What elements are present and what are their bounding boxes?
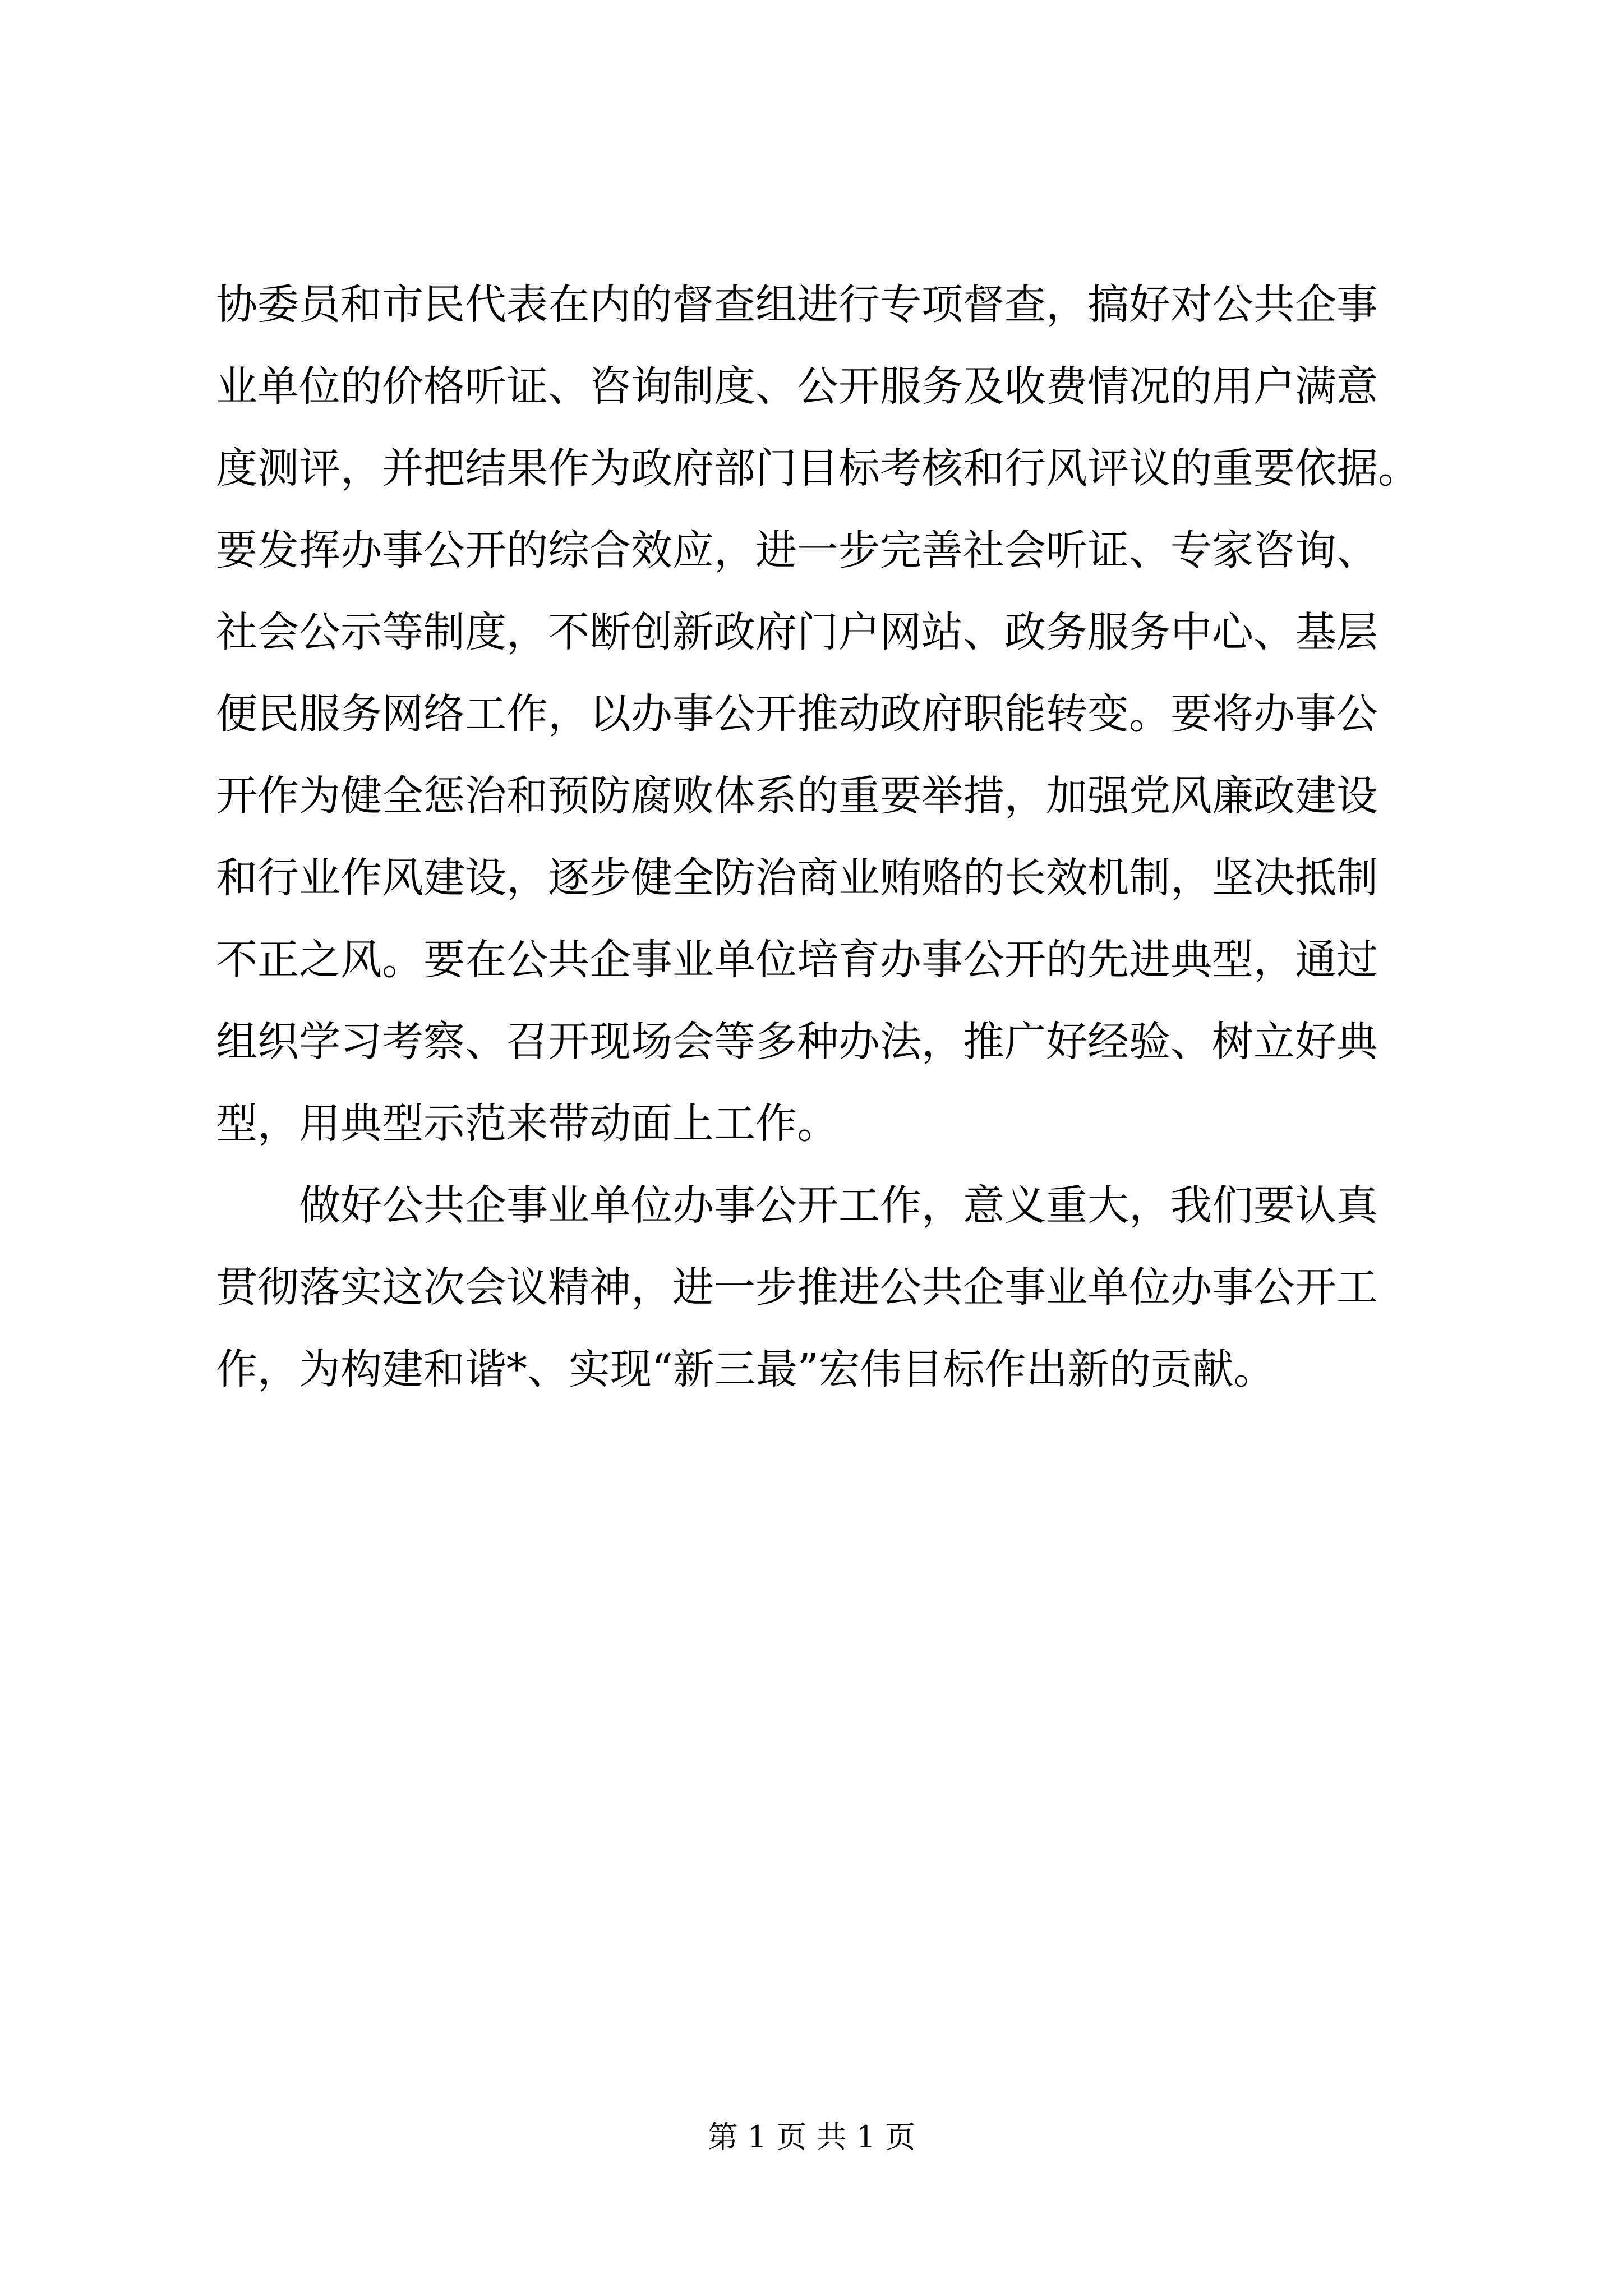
document-body — [216, 264, 1438, 1410]
paragraph-2 — [216, 1165, 1438, 1410]
text-line: 开作为健全惩治和预防腐败体系的重要举措，加强党风廉政建设 — [216, 772, 1378, 820]
text-line: 协委员和市民代表在内的督查组进行专项督查，搞好对公共企事 — [216, 280, 1378, 329]
text-line: 做好公共企事业单位办事公开工作，意义重大，我们要认真 — [299, 1181, 1378, 1230]
text-line: 作，为构建和谐*、实现“新三最”宏伟目标作出新的贡献。 — [216, 1345, 1275, 1393]
text-line: 组织学习考察、召开现场会等多种办法，推广好经验、树立好典 — [216, 1018, 1378, 1066]
page-footer: 第 1 页 共 1 页 — [707, 2119, 916, 2155]
paragraph-1 — [216, 264, 1438, 1165]
text-line: 和行业作风建设，逐步健全防治商业贿赂的长效机制，坚决抵制 — [216, 854, 1378, 902]
text-line: 社会公示等制度，不断创新政府门户网站、政务服务中心、基层 — [216, 608, 1378, 656]
text-line: 便民服务网络工作，以办事公开推动政府职能转变。要将办事公 — [216, 690, 1378, 738]
text-line: 业单位的价格听证、咨询制度、公开服务及收费情况的用户满意 — [216, 362, 1378, 411]
text-line: 要发挥办事公开的综合效应，进一步完善社会听证、专家咨询、 — [216, 526, 1378, 574]
text-line: 贯彻落实这次会议精神，进一步推进公共企事业单位办事公开工 — [216, 1263, 1378, 1312]
text-line: 型，用典型示范来带动面上工作。 — [216, 1099, 838, 1148]
text-line: 不正之风。要在公共企事业单位培育办事公开的先进典型，通过 — [216, 936, 1378, 984]
text-line: 度测评，并把结果作为政府部门目标考核和行风评议的重要依据。 — [216, 444, 1419, 493]
